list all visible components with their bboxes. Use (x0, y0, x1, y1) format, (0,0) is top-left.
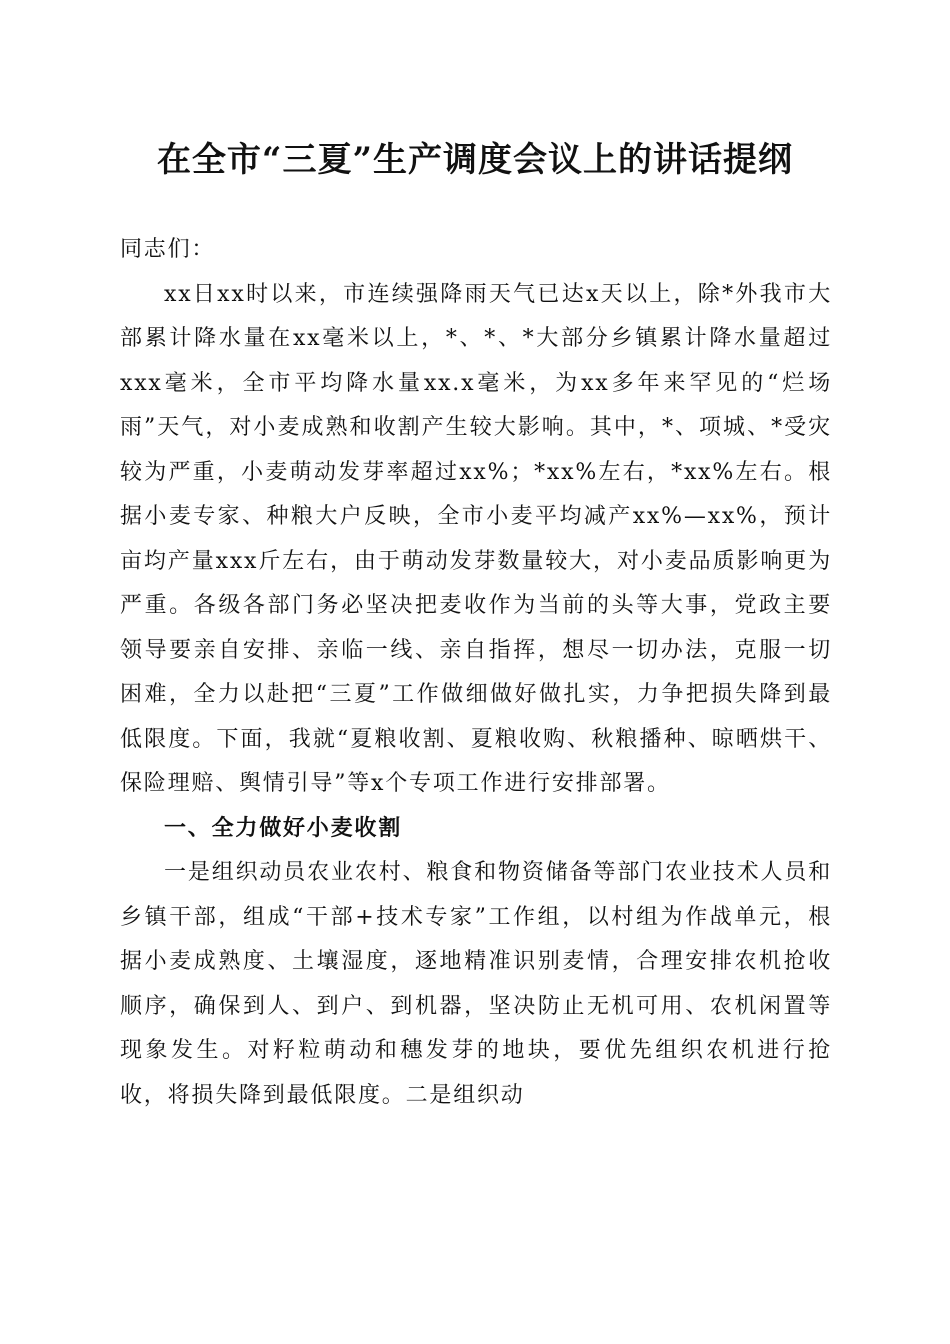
document-title: 在全市“三夏”生产调度会议上的讲话提纲 (156, 140, 794, 180)
document-body (120, 228, 832, 1118)
section-heading: 一、全力做好小麦收割 (164, 815, 403, 841)
intro-paragraph: xx日xx时以来，市连续强降雨天气已达x天以上，除*外我市大部累计降水量在xx毫米以上，*、*、*大部分乡镇累计降水量超过xxx毫米，全市平均降水量xx.x毫米，为xx多年来罕见的“烂场雨”天气，对小麦成熟和收割产生较大影响。其中，*、项城、*受灾较为严重，小麦萌动发芽率超过xx%；*xx%左右，*xx%左右。根据小麦专家、种粮大户反映，全市小麦平均减产xx%—xx%，预计亩均产量xxx斤左右，由于萌动发芽数量较大，对小麦品质影响更为严重。各级各部门务必坚决把麦收作为当前的头等大事，党政主要领导要亲自安排、亲临一线、亲自指挥，想尽一切办法，克服一切困难，全力以赴把“三夏”工作做细做好做扎实，力争把损失降到最低限度。下面，我就“夏粮收割、夏粮收购、秋粮播种、晾晒烘干、保险理赔、舆情引导”等x个专项工作进行安排部署。 (120, 281, 832, 796)
section-paragraph: 一是组织动员农业农村、粮食和物资储备等部门农业技术人员和乡镇干部，组成“干部+技术专家”工作组，以村组为作战单元，根据小麦成熟度、土壤湿度，逐地精准识别麦情，合理安排农机抢收顺序，确保到人、到户、到机器，坚决防止无机可用、农机闲置等现象发生。对籽粒萌动和穗发芽的地块，要优先组织农机进行抢收，将损失降到最低限度。二是组织动 (120, 860, 832, 1108)
greeting: 同志们： (120, 237, 216, 262)
